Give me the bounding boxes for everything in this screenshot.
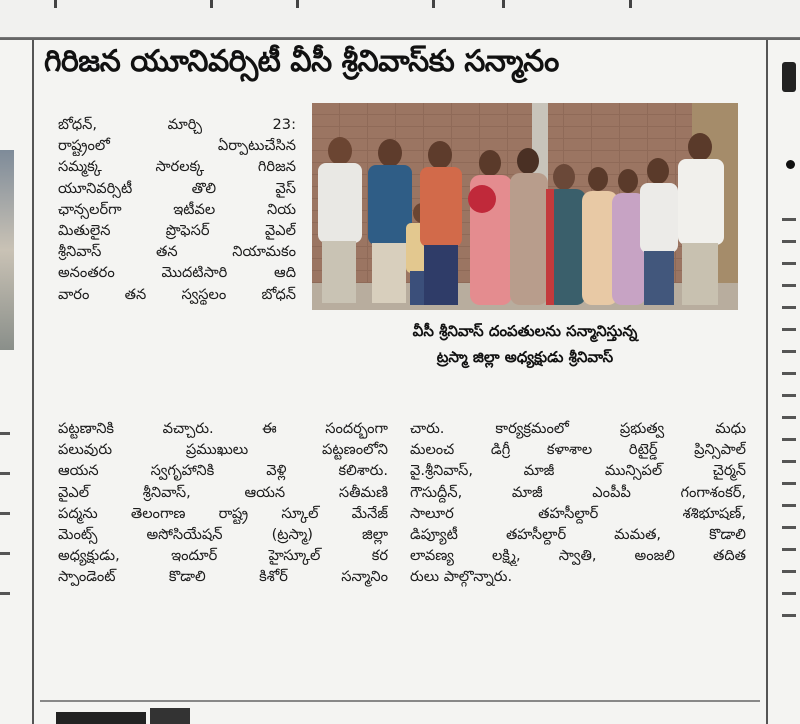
strip-mark <box>502 0 505 8</box>
text-line: మెంట్స్ అసోసియేషన్ (ట్రస్మా) జిల్లా <box>58 526 388 544</box>
text-line: సాలూర తహసీల్దార్ శశిభూషణ్, <box>410 504 746 522</box>
text-line: స్పాండెంట్ కొడాలి కిశోర్ సన్మానిం <box>58 568 388 586</box>
text-line: గౌసుద్దీన్, మాజీ ఎంపీపీ గంగాశంకర్, <box>410 483 746 501</box>
caption-line-1: వీసీ శ్రీనివాస్ దంపతులను సన్మానిస్తున్న <box>412 322 638 340</box>
left-neighbor-text <box>0 420 10 620</box>
text-line: రులు పాల్గొన్నారు. <box>410 568 513 586</box>
text-line: చారు. కార్యక్రమంలో ప్రభుత్వ మధు <box>410 420 746 437</box>
text-line: రాష్ట్రంలో ఏర్పాటుచేసిన <box>58 137 296 155</box>
strip-mark <box>54 0 57 8</box>
right-neighbor-text <box>782 210 796 630</box>
top-article-strip <box>0 0 800 38</box>
next-headline-fragment <box>150 708 190 724</box>
text-line: వై.శ్రీనివాస్, మాజీ మున్సిపల్ చైర్మన్ <box>410 462 746 480</box>
text-line: పలువురు ప్రముఖులు పట్టణంలోని <box>58 441 388 459</box>
article-headline: గిరిజన యూనివర్సిటీ వీసీ శ్రీనివాస్‌కు సన్మానం <box>44 44 559 79</box>
text-line: పద్మను తెలంగాణ రాష్ట్ర స్కూల్ మేనేజ్ <box>58 504 388 522</box>
text-line: వారం తన స్వస్థలం బోధన్ <box>58 285 296 303</box>
group-photo <box>312 103 738 310</box>
article-column-1-narrow <box>58 114 296 305</box>
text-line: సమ్మక్క సారలక్క గిరిజన <box>58 158 296 176</box>
top-rule <box>0 38 800 40</box>
text-line: బోధన్, మార్చి 23: <box>58 116 296 133</box>
text-line: ఆయన స్వగృహానికి వెళ్లి కలిశారు. <box>58 462 388 480</box>
left-neighbor-photo <box>0 150 14 350</box>
text-line: డిప్యూటీ తహసీల్దార్ మమత, కొడాలి <box>410 526 746 544</box>
left-column-rule <box>32 38 34 724</box>
text-line: అనంతరం మొదటిసారి ఆది <box>58 264 296 282</box>
right-neighbor-bullet <box>786 160 795 169</box>
text-line: ఛాన్సలర్‌గా ఇటీవల నియ <box>58 200 296 218</box>
text-line: శ్రీనివాస్ తన నియామకం <box>58 243 296 261</box>
caption-line-2: ట్రస్మా జిల్లా అధ్యక్షుడు శ్రీనివాస్ <box>436 348 614 366</box>
text-line: మితులైన ప్రొఫెసర్ వైఎల్ <box>58 222 296 240</box>
strip-mark <box>296 0 299 8</box>
group-photo-illustration <box>312 103 738 310</box>
strip-mark <box>432 0 435 8</box>
text-line: మలంచ డిగ్రీ కళాశాల రిటైర్డ్ ప్రిన్సిపాల్ <box>410 441 746 459</box>
article-column-1-full <box>58 418 388 588</box>
next-headline-fragment <box>56 712 146 724</box>
strip-mark <box>629 0 632 8</box>
right-neighbor-heading <box>782 62 796 92</box>
strip-mark <box>210 0 213 8</box>
text-line: వైఎల్ శ్రీనివాస్, ఆయన సతీమణి <box>58 483 388 501</box>
bottom-rule <box>40 700 760 702</box>
text-line: అధ్యక్షుడు, ఇందూర్ హైస్కూల్ కర <box>58 547 388 565</box>
text-line: లావణ్య లక్ష్మి, స్వాతి, అంజలి తదిత <box>410 547 746 565</box>
text-line: యూనివర్సిటీ తొలి వైస్ <box>58 179 296 197</box>
article-column-2 <box>410 418 746 588</box>
photo-caption <box>312 318 738 370</box>
right-column-rule <box>766 38 768 724</box>
text-line: పట్టణానికి వచ్చారు. ఈ సందర్భంగా <box>58 420 388 437</box>
